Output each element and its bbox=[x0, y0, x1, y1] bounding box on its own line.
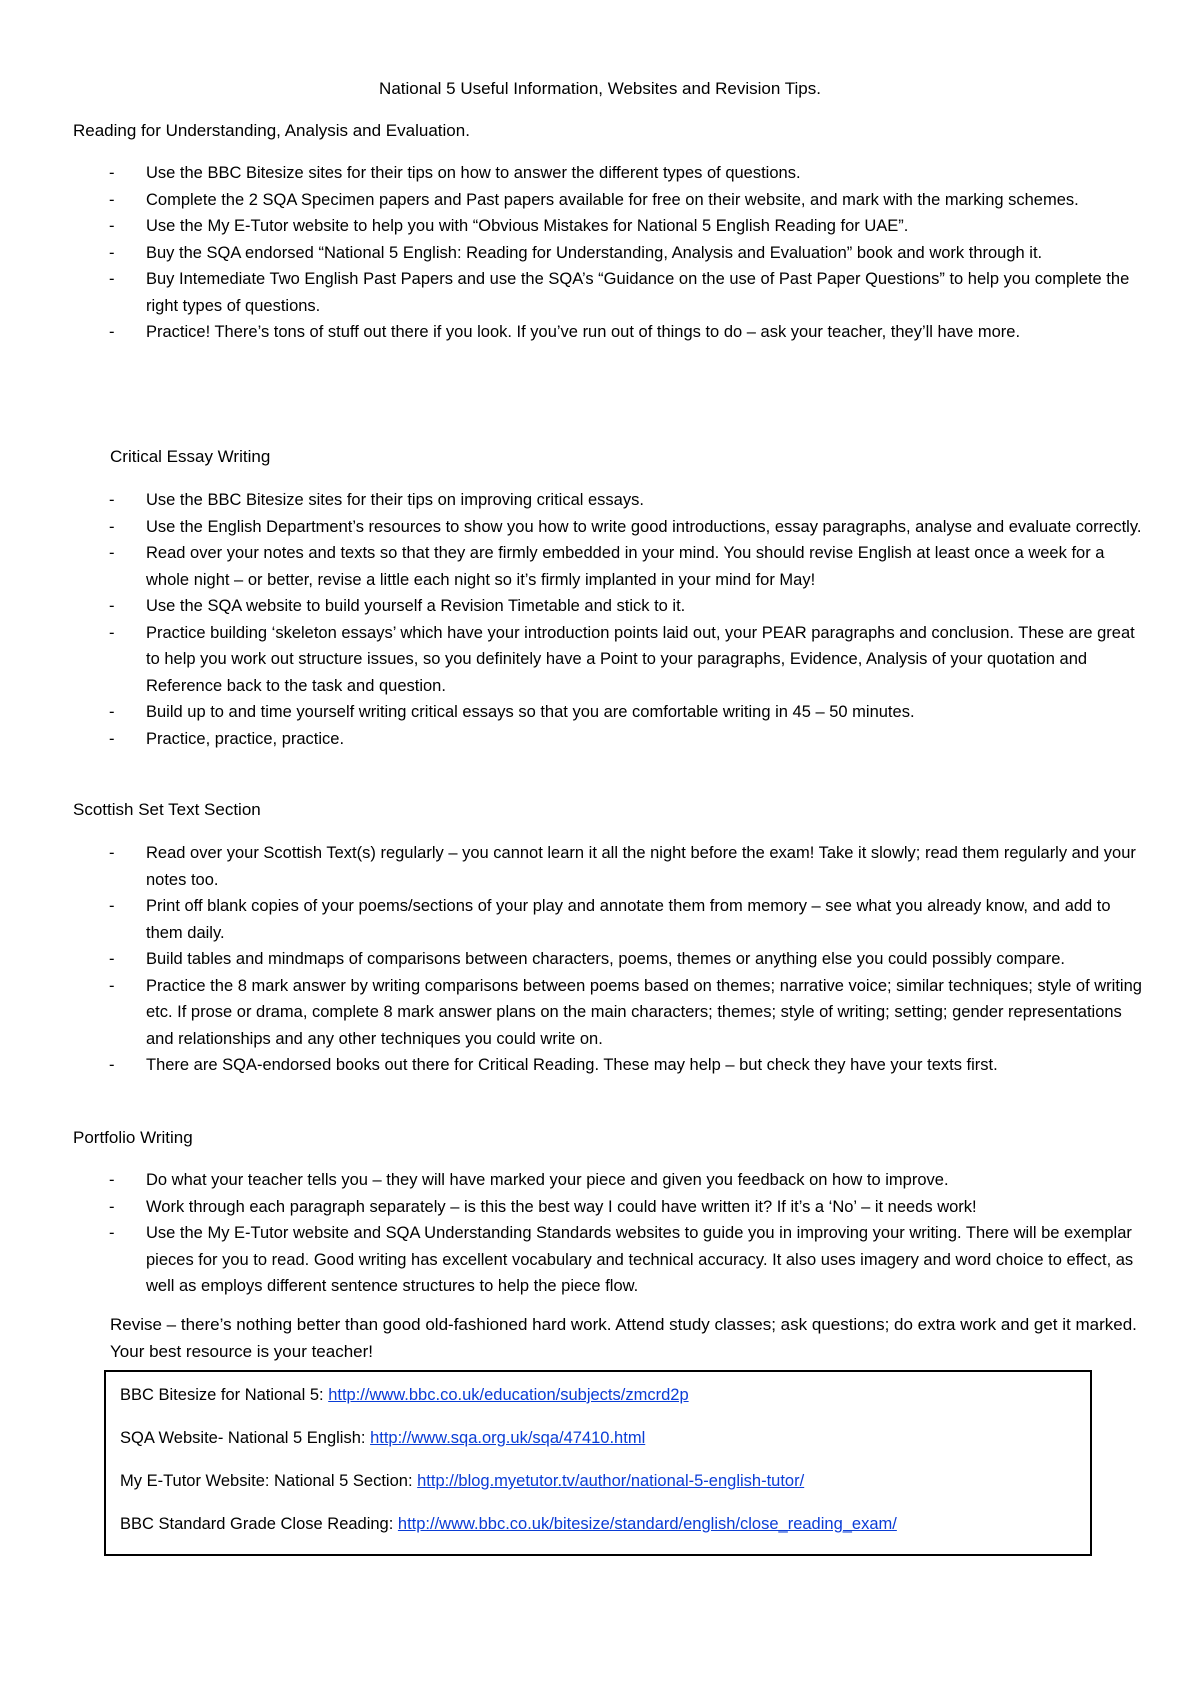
list-item: - Practice the 8 mark answer by writing comparisons between poems based on themes; narrative voice; similar techniques; style of writing etc. If prose or drama, complete 8 mark answer plans on the main characters; themes; style of writing; setting; gender representations and relationships and any other techniques you could write on. bbox=[73, 973, 1143, 1053]
resource-row-my-etutor bbox=[120, 1468, 1076, 1511]
reading-list bbox=[73, 160, 1143, 346]
bullet-dash: - bbox=[109, 623, 115, 642]
bullet-dash: - bbox=[109, 1197, 115, 1216]
list-item: - Use the My E-Tutor website to help you with “Obvious Mistakes for National 5 English Reading for UAE”. bbox=[73, 213, 1143, 240]
bullet-dash: - bbox=[109, 190, 115, 209]
bullet-dash: - bbox=[109, 1224, 115, 1242]
sqa-website-link[interactable]: http://www.sqa.org.uk/sqa/47410.html bbox=[370, 1429, 646, 1447]
list-item: - Use the BBC Bitesize sites for their tips on how to answer the different types of questions. bbox=[73, 160, 1143, 187]
resource-row-bbc-bitesize bbox=[120, 1382, 1076, 1425]
my-etutor-link[interactable]: http://blog.myetutor.tv/author/national-5-english-tutor/ bbox=[417, 1472, 805, 1490]
resource-row-sqa bbox=[120, 1425, 1076, 1468]
list-item: - Practice, practice, practice. bbox=[73, 726, 1143, 753]
section-heading-portfolio: Portfolio Writing bbox=[73, 1128, 193, 1147]
bullet-dash: - bbox=[109, 950, 115, 968]
resource-links-box bbox=[104, 1370, 1092, 1556]
closing-paragraph: Revise – there’s nothing better than good old-fashioned hard work. Attend study classes; ask questions; do extra work and get it marked. Your best resource is your teacher! bbox=[110, 1315, 1137, 1361]
page-title: National 5 Useful Information, Websites and Revision Tips. bbox=[379, 79, 821, 98]
bullet-dash: - bbox=[109, 703, 115, 721]
bullet-dash: - bbox=[109, 976, 115, 995]
scottish-list bbox=[73, 840, 1143, 1079]
resource-label: SQA Website- National 5 English: bbox=[120, 1429, 371, 1447]
list-item: - Print off blank copies of your poems/sections of your play and annotate them from memory – see what you already know, and add to them daily. bbox=[73, 893, 1143, 946]
list-item: - Read over your notes and texts so that they are firmly embedded in your mind. You should revise English at least once a week for a whole night – or better, revise a little each night so it’s firmly implanted in your mind for May! bbox=[73, 540, 1143, 593]
resource-label: My E-Tutor Website: National 5 Section: bbox=[120, 1472, 418, 1490]
bullet-dash: - bbox=[109, 164, 115, 182]
bullet-dash: - bbox=[109, 517, 115, 536]
bullet-dash: - bbox=[109, 844, 115, 862]
list-item: - Practice! There’s tons of stuff out there if you look. If you’ve run out of things to do – ask your teacher, they’ll have more. bbox=[73, 319, 1143, 346]
list-item: - Use the BBC Bitesize sites for their tips on improving critical essays. bbox=[73, 487, 1143, 514]
bullet-dash: - bbox=[109, 323, 115, 341]
bullet-dash: - bbox=[109, 1171, 115, 1189]
bullet-dash: - bbox=[109, 217, 115, 235]
list-item: - Use the English Department’s resources to show you how to write good introductions, essay paragraphs, analyse and evaluate correctly. bbox=[73, 514, 1143, 541]
critical-list bbox=[73, 487, 1143, 752]
resource-label: BBC Bitesize for National 5: bbox=[120, 1386, 329, 1404]
bullet-dash: - bbox=[109, 491, 115, 509]
list-item: - Use the My E-Tutor website and SQA Understanding Standards websites to guide you in improving your writing. There will be exemplar pieces for you to read. Good writing has excellent vocabulary and technical accuracy. It also uses imagery and word choice to effect, as well as employs different sentence structures to help the piece flow. bbox=[73, 1220, 1143, 1300]
bullet-dash: - bbox=[109, 729, 115, 748]
section-heading-critical: Critical Essay Writing bbox=[110, 447, 271, 466]
bullet-dash: - bbox=[109, 897, 115, 915]
list-item: - Work through each paragraph separately – is this the best way I could have written it? If it’s a ‘No’ – it needs work! bbox=[73, 1194, 1143, 1221]
list-item: - Complete the 2 SQA Specimen papers and Past papers available for free on their website, and mark with the marking schemes. bbox=[73, 187, 1143, 214]
section-heading-reading: Reading for Understanding, Analysis and Evaluation. bbox=[73, 121, 470, 140]
bullet-dash: - bbox=[109, 270, 115, 288]
list-item: - Buy the SQA endorsed “National 5 English: Reading for Understanding, Analysis and Evaluation” book and work through it. bbox=[73, 240, 1143, 267]
bullet-dash: - bbox=[109, 1056, 115, 1074]
bbc-standard-grade-link[interactable]: http://www.bbc.co.uk/bitesize/standard/english/close_reading_exam/ bbox=[397, 1515, 897, 1533]
resource-label: BBC Standard Grade Close Reading: bbox=[120, 1515, 398, 1533]
bullet-dash: - bbox=[109, 544, 115, 562]
list-item: - There are SQA-endorsed books out there for Critical Reading. These may help – but check they have your texts first. bbox=[73, 1052, 1143, 1079]
list-item: - Build tables and mindmaps of comparisons between characters, poems, themes or anything else you could possibly compare. bbox=[73, 946, 1143, 973]
list-item: - Build up to and time yourself writing critical essays so that you are comfortable writing in 45 – 50 minutes. bbox=[73, 699, 1143, 726]
bullet-dash: - bbox=[109, 243, 115, 262]
portfolio-list bbox=[73, 1167, 1143, 1300]
list-item: - Read over your Scottish Text(s) regularly – you cannot learn it all the night before the exam! Take it slowly; read them regularly and your notes too. bbox=[73, 840, 1143, 893]
bullet-dash: - bbox=[109, 597, 115, 615]
list-item: - Buy Intemediate Two English Past Papers and use the SQA’s “Guidance on the use of Past Paper Questions” to help you complete the right types of questions. bbox=[73, 266, 1143, 319]
list-item: - Do what your teacher tells you – they will have marked your piece and given you feedback on how to improve. bbox=[73, 1167, 1143, 1194]
list-item: - Use the SQA website to build yourself a Revision Timetable and stick to it. bbox=[73, 593, 1143, 620]
resource-row-bbc-standard-grade bbox=[120, 1511, 1076, 1554]
list-item: - Practice building ‘skeleton essays’ which have your introduction points laid out, your PEAR paragraphs and conclusion. These are great to help you work out structure issues, so you definitely have a Point to your paragraphs, Evidence, Analysis of your quotation and Reference back to the task and question. bbox=[73, 620, 1143, 700]
bbc-bitesize-link[interactable]: http://www.bbc.co.uk/education/subjects/zmcrd2p bbox=[328, 1386, 689, 1404]
section-heading-scottish: Scottish Set Text Section bbox=[73, 800, 261, 819]
